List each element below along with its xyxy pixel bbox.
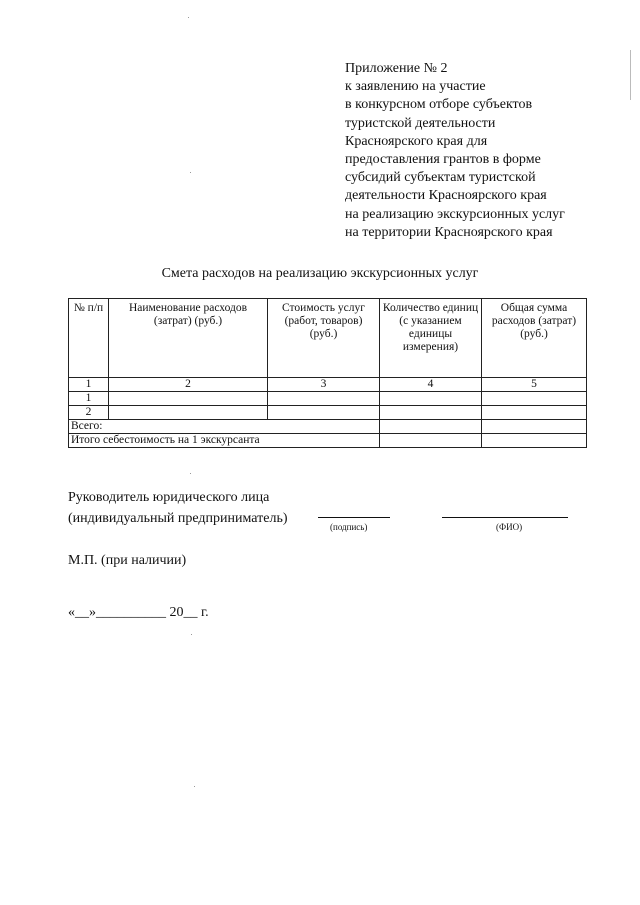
scan-speck bbox=[194, 786, 195, 787]
row-cell[interactable] bbox=[380, 392, 482, 406]
table-title: Смета расходов на реализацию экскурсионных услуг bbox=[161, 266, 479, 281]
total-amount-cell[interactable] bbox=[482, 420, 587, 434]
column-number: 3 bbox=[268, 378, 380, 392]
row-cell[interactable] bbox=[268, 392, 380, 406]
column-number: 5 bbox=[482, 378, 587, 392]
fio-caption: (ФИО) bbox=[496, 522, 523, 532]
table-header-row bbox=[69, 299, 587, 378]
total-row bbox=[69, 420, 587, 434]
row-cell[interactable] bbox=[482, 406, 587, 420]
scan-speck bbox=[188, 17, 189, 18]
appendix-header bbox=[345, 60, 630, 242]
appendix-line: к заявлению на участие bbox=[345, 79, 486, 95]
appendix-line: деятельности Красноярского края bbox=[345, 188, 547, 204]
header-number: № п/п bbox=[69, 299, 109, 378]
header-quantity: Количество единиц (с указанием единицы измерения) bbox=[380, 299, 482, 378]
appendix-line: туристской деятельности bbox=[345, 115, 496, 131]
appendix-line: Красноярского края для bbox=[345, 133, 488, 149]
total-quantity-cell[interactable] bbox=[380, 420, 482, 434]
head-line-1: Руководитель юридического лица bbox=[68, 490, 270, 505]
per-tourist-label: Итого себестоимость на 1 экскурсанта bbox=[69, 434, 380, 448]
signature-line[interactable] bbox=[318, 517, 390, 518]
column-number-row bbox=[69, 378, 587, 392]
scan-edge-mark bbox=[630, 50, 631, 100]
table-row bbox=[69, 392, 587, 406]
scan-speck bbox=[191, 634, 192, 635]
appendix-line: на реализацию экскурсионных услуг bbox=[345, 206, 565, 222]
header-total-amount: Общая сумма расходов (затрат) (руб.) bbox=[482, 299, 587, 378]
header-expense-name: Наименование расходов (затрат) (руб.) bbox=[109, 299, 268, 378]
row-cell[interactable] bbox=[380, 406, 482, 420]
row-cell[interactable] bbox=[268, 406, 380, 420]
scan-speck bbox=[190, 172, 191, 173]
table-row bbox=[69, 406, 587, 420]
total-label: Всего: bbox=[69, 420, 380, 434]
row-cell[interactable] bbox=[482, 392, 587, 406]
column-number: 4 bbox=[380, 378, 482, 392]
cost-estimate-table bbox=[68, 298, 587, 448]
per-tourist-quantity-cell[interactable] bbox=[380, 434, 482, 448]
header-service-cost: Стоимость услуг (работ, товаров) (руб.) bbox=[268, 299, 380, 378]
signature-caption: (подпись) bbox=[330, 522, 368, 532]
scan-speck bbox=[190, 473, 191, 474]
column-number: 2 bbox=[109, 378, 268, 392]
fio-line[interactable] bbox=[442, 517, 568, 518]
head-of-entity-label bbox=[68, 487, 288, 529]
head-line-2: (индивидуальный предприниматель) bbox=[68, 511, 288, 526]
row-cell[interactable] bbox=[109, 406, 268, 420]
row-number: 2 bbox=[69, 406, 109, 420]
appendix-line: в конкурсном отборе субъектов bbox=[345, 97, 533, 113]
per-tourist-amount-cell[interactable] bbox=[482, 434, 587, 448]
row-number: 1 bbox=[69, 392, 109, 406]
appendix-line: субсидий субъектам туристской bbox=[345, 170, 536, 186]
appendix-line: Приложение № 2 bbox=[345, 61, 448, 76]
appendix-line: предоставления грантов в форме bbox=[345, 152, 541, 168]
column-number: 1 bbox=[69, 378, 109, 392]
appendix-line: на территории Красноярского края bbox=[345, 224, 553, 240]
row-cell[interactable] bbox=[109, 392, 268, 406]
per-tourist-row bbox=[69, 434, 587, 448]
stamp-label: М.П. (при наличии) bbox=[68, 553, 187, 568]
date-line: «__»__________ 20__ г. bbox=[68, 605, 209, 620]
